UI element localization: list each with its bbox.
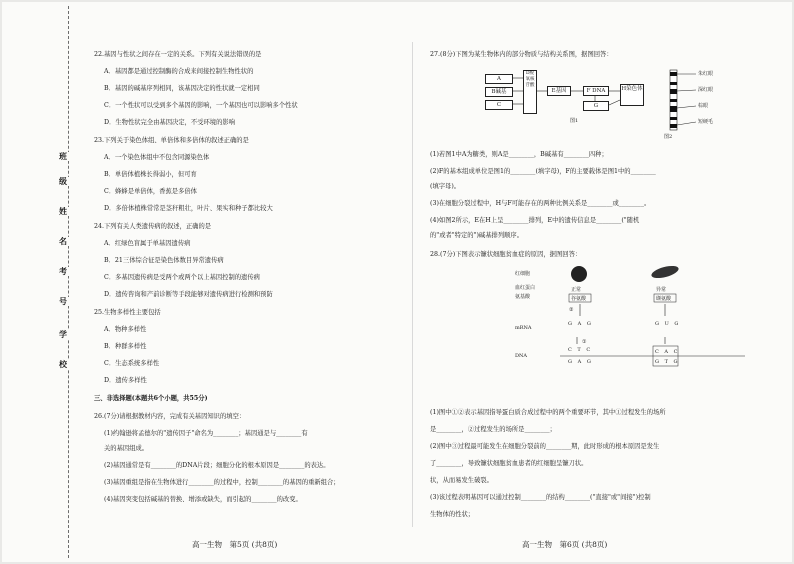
fig1-box-c: C (485, 100, 513, 110)
question-26-part: (4)基因突变包括碱基的替换、增添或缺失，而引起的________的改变。 (104, 496, 302, 503)
fig3-dna-normal-top: C T C (568, 347, 593, 353)
question-26-part: (1)约翰逊将孟德尔的"遗传因子"命名为________；基因通是与________有 (104, 430, 308, 437)
question-28-part: 生物体的性状； (430, 511, 475, 518)
question-27-part: (2)F的基本组成单位是图1的________(填字母)，F的主要载体是图1中的________ (430, 168, 656, 175)
question-26-part: 关的基因组成。 (104, 445, 149, 452)
option: B．基因的碱基序列相同，该基因决定的性状就一定相同 (104, 85, 260, 92)
fig3-label-mrna: mRNA (515, 325, 532, 331)
option: C．蜂蜂是单倍体，香蕉是多倍体 (104, 188, 197, 195)
fig1-box-b: B碱基 (485, 87, 513, 97)
fig3-label-rbc: 红细胞 (515, 271, 531, 277)
fig3-label-dna: DNA (515, 353, 527, 359)
binding-label: 号 (59, 296, 67, 306)
fig1-box-g: G (583, 101, 609, 111)
option: C．多基因遗传病是受两个或两个以上基因控制的遗传病 (104, 274, 260, 281)
fig3-dna-normal-bottom: G A G (568, 359, 593, 365)
column-divider (412, 42, 413, 527)
fig2-label: 朱红眼 (698, 71, 714, 77)
question-25: 25.生物多样性主要包括 (94, 309, 161, 316)
option: B．单倍体植株长得弱小，但可育 (104, 171, 197, 178)
fig1-box-a: A (485, 74, 513, 84)
fig3-label-val: 缬氨酸 (656, 296, 672, 302)
binding-label: 级 (59, 176, 67, 186)
option: D．遗传多样性 (104, 377, 147, 384)
fig1-caption: 图1 (570, 118, 579, 124)
fig2-label: 棕眼 (698, 103, 709, 109)
question-28: 28.(7分)下图表示镰状细胞贫血症的原因，据图回答： (430, 251, 582, 258)
binding-label: 班 (59, 151, 67, 161)
figure-1 (485, 70, 665, 140)
exam-sheet (2, 2, 792, 562)
fig3-label-abnormal: 异常 (656, 287, 667, 293)
question-28-part: 是________，②过程发生的场所是________； (430, 426, 556, 433)
option: A．基因都是通过控制酶的合成来间接控制生物性状的 (104, 68, 254, 75)
page-footer-right: 高一生物 第6页 (共8页) (522, 540, 608, 549)
option: A．红绿色盲属于单基因遗传病 (104, 240, 191, 247)
binding-label: 学 (59, 329, 67, 339)
section-heading: 三、非选择题(本题共6个小题，共55分) (94, 395, 208, 402)
fig3-mrna-normal: G A G (568, 321, 593, 327)
option: D．遗传咨询和产前诊断等手段能够对遗传病进行检测和预防 (104, 291, 273, 298)
option: D．生物性状完全由基因决定，不受环境的影响 (104, 119, 235, 126)
fig1-box-f: F DNA (583, 86, 609, 96)
fig3-label-normal: 正常 (571, 287, 582, 293)
question-22: 22.基因与性状之间存在一定的关系。下列有关说法错误的是 (94, 51, 262, 58)
option: D．多倍体植株常常是茎秆粗壮，叶片、果实和种子都比较大 (104, 205, 273, 212)
fig3-mrna-abnormal: G U G (655, 321, 681, 327)
binding-label: 姓 (59, 206, 67, 216)
binding-label: 名 (59, 236, 67, 246)
option: A．物种多样性 (104, 326, 147, 333)
fig3-step-1: ① (582, 339, 587, 345)
question-24: 24.下列有关人类遗传病的叙述，正确的是 (94, 223, 212, 230)
question-26-part: (3)基因重组是指在生物体进行________的过程中，控制________的基因的重新组合； (104, 479, 340, 486)
question-27-part: (3)在细胞分裂过程中，H与F可能存在的两种比例关系是________或________。 (430, 200, 651, 207)
binding-label: 校 (59, 359, 67, 369)
option: C．一个性状可以受到多个基因的影响，一个基因也可以影响多个性状 (104, 102, 298, 109)
fig1-box-d: D脱氧核苷酸 (523, 70, 537, 114)
fig3-graphics (515, 264, 745, 376)
fig1-box-e: E基因 (547, 86, 571, 96)
question-28-part: (1)图中①②表示基因指导蛋白质合成过程中的两个重要环节，其中①过程发生的场所 (430, 409, 666, 416)
fig2-label: 深红眼 (698, 87, 714, 93)
question-28-part: 状，从而易发生破裂。 (430, 477, 493, 484)
fig3-dna-abnormal-bottom: G T G (655, 359, 680, 365)
fig1-box-h: H染色体 (620, 84, 644, 106)
fig3-label-hemoglobin: 血红蛋白 (515, 285, 536, 291)
figure-3 (515, 264, 745, 376)
fig3-step-2: ② (569, 307, 574, 313)
question-27: 27.(8分)下图为某生物体内的部分物质与结构关系图，据图回答： (430, 51, 613, 58)
page-footer-left: 高一生物 第5页 (共8页) (192, 540, 278, 549)
binding-label: 考 (59, 266, 67, 276)
fig2-caption: 图2 (664, 134, 673, 140)
option: C．生态系统多样性 (104, 360, 160, 367)
question-27-part: (填字母)。 (430, 183, 461, 190)
figure-2 (666, 68, 746, 148)
fig3-label-aminoacid: 氨基酸 (515, 294, 531, 300)
question-26: 26.(7分)请根据教材内容，完成有关基因知识的填空： (94, 413, 246, 420)
option: A．一个染色体组中不包含同源染色体 (104, 154, 210, 161)
question-27-part: (4)如图2所示，E在H上呈________排列，E中的遗传信息是________("随机 (430, 217, 640, 224)
fig3-dna-abnormal-top: C A C (655, 349, 680, 355)
question-28-part: 了________，导致镰状细胞贫血患者的红细胞呈镰刀状。 (430, 460, 588, 467)
binding-margin (2, 2, 72, 562)
question-27-part: (1)若图1中A为糖类，则A是________，B碱基有________四种； (430, 151, 608, 158)
question-23: 23.下列关于染色体组、单倍体和多倍体的叙述正确的是 (94, 137, 249, 144)
fig2-label: 短硬毛 (698, 119, 714, 125)
question-27-part: 的"或者"特定的")碱基排列顺序。 (430, 232, 524, 239)
fig3-label-glu: 谷氨酸 (571, 296, 587, 302)
question-28-part: (3)该过程表明基因可以通过控制________的结构________("直接"或"间接")控制 (430, 494, 651, 501)
option: B．种群多样性 (104, 343, 147, 350)
question-28-part: (2)图中③过程最可能发生在细胞分裂前的________期，此时形成的根本原因是发生 (430, 443, 660, 450)
option: B．21三体综合征是染色体数目异常遗传病 (104, 257, 224, 264)
binding-dashed-line (68, 6, 69, 558)
question-26-part: (2)基因通常是有________的DNA片段；细胞分化的根本原因是________的表达。 (104, 462, 330, 469)
